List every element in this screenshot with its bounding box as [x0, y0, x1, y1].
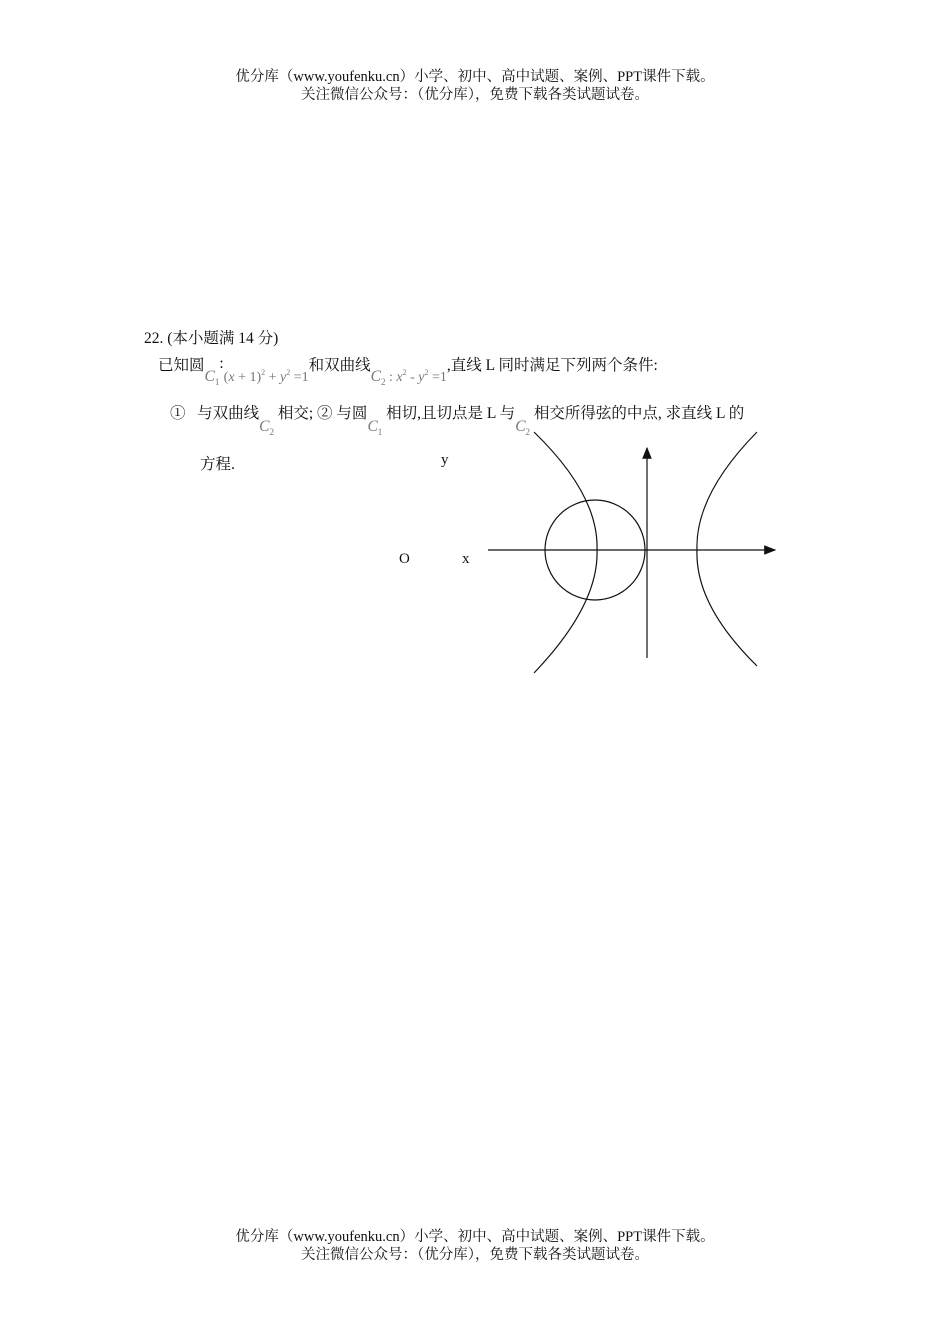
- figure-label-y: y: [441, 452, 449, 468]
- question-number: 22. (本小题满 14 分): [144, 330, 279, 347]
- c2-formula: $C_2$: [370, 368, 386, 387]
- condition-1-marker: ①: [170, 405, 186, 422]
- circle-equation: $(x + 1)^2 + y^2 =1$: [223, 368, 309, 385]
- intro-text: 已知圆: [158, 357, 205, 374]
- question-line-2: ① 与双曲线$C_2$ 相交; ② 与圆$C_1$ 相切,且切点是 L 与$C_2$ 相交所得弦的中点, 求直线 L 的: [170, 405, 745, 437]
- hyperbola-equation: : $x^2 - y^2 =1$: [385, 368, 447, 385]
- figure-label-o: O: [399, 551, 410, 567]
- footer-line-2: 关注微信公众号：（优分库），免费下载各类试题试卷。: [301, 1247, 649, 1263]
- c1-formula: $C_1$: [204, 368, 220, 387]
- footer-line-1: 优分库（www.youfenku.cn）小学、初中、高中试题、案例、PPT课件下载。: [235, 1229, 715, 1245]
- question-line-1: 已知圆$C_1:(x + 1)^2 + y^2 =1$和双曲线$C_2$ : $x^2 - y^2 =1$,直线 L 同时满足下列两个条件:: [158, 355, 658, 387]
- c2-formula-3: $C_2$: [515, 418, 531, 437]
- hyperbola-left-branch: [534, 432, 597, 673]
- hyperbola-right-branch: [697, 432, 757, 666]
- figure-label-x: x: [462, 551, 470, 567]
- c2-formula-2: $C_2$: [259, 418, 274, 437]
- c1-formula-2: $C_1$: [367, 418, 383, 437]
- header-line-1: 优分库（www.youfenku.cn）小学、初中、高中试题、案例、PPT课件下载。: [235, 69, 715, 85]
- question-line-3: 方程.: [200, 456, 235, 473]
- header-line-2: 关注微信公众号：（优分库），免费下载各类试题试卷。: [301, 87, 649, 103]
- page-footer: [0, 1228, 950, 1264]
